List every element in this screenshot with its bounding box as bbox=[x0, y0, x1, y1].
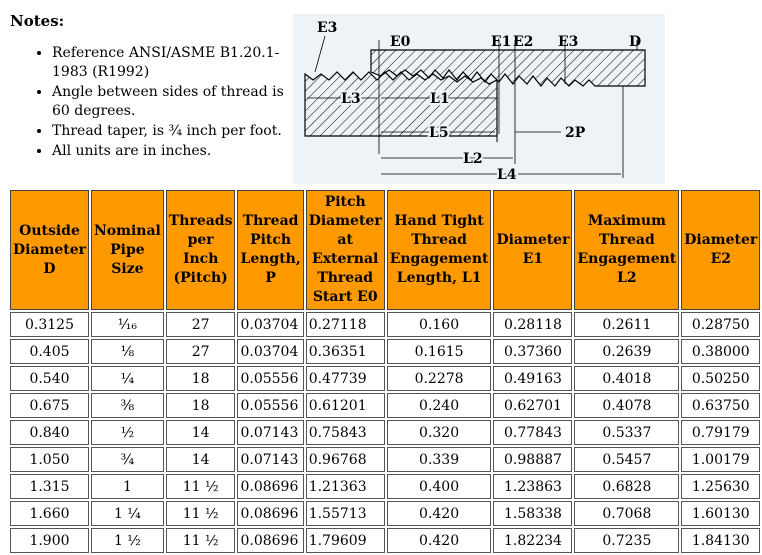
cell-pitch: 0.07143 bbox=[237, 447, 303, 472]
cell-threads-per-inch: 11 ½ bbox=[166, 528, 236, 553]
cell-l2: 0.6828 bbox=[574, 474, 679, 499]
table-row bbox=[10, 339, 760, 364]
cell-e1: 0.77843 bbox=[493, 420, 572, 445]
cell-l2: 0.2611 bbox=[574, 312, 679, 337]
note-item: • Reference ANSI/ASME B1.20.1-1983 (R1992) bbox=[52, 44, 300, 82]
thread-diagram-svg bbox=[293, 14, 665, 184]
cell-e2: 1.00179 bbox=[681, 447, 760, 472]
label-l5: L5 bbox=[429, 125, 449, 141]
cell-nominal-size: 1 bbox=[91, 474, 164, 499]
cell-l2: 0.5457 bbox=[574, 447, 679, 472]
thread-diagram bbox=[293, 14, 665, 184]
note-item: • Thread taper, is ¾ inch per foot. bbox=[52, 122, 300, 141]
table-row bbox=[10, 501, 760, 526]
table-row bbox=[10, 312, 760, 337]
cell-l1: 0.420 bbox=[387, 501, 492, 526]
cell-e2: 0.63750 bbox=[681, 393, 760, 418]
cell-e0: 0.75843 bbox=[306, 420, 385, 445]
cell-pitch: 0.08696 bbox=[237, 528, 303, 553]
label-2p: 2P bbox=[565, 125, 586, 141]
label-e1: E1 bbox=[491, 34, 512, 50]
label-l1: L1 bbox=[430, 91, 450, 107]
header-max-engagement-l2: Maximum Thread Engagement L2 bbox=[574, 190, 679, 310]
cell-l2: 0.2639 bbox=[574, 339, 679, 364]
cell-e0: 1.55713 bbox=[306, 501, 385, 526]
cell-threads-per-inch: 18 bbox=[166, 366, 236, 391]
cell-e1: 0.28118 bbox=[493, 312, 572, 337]
cell-e1: 1.58338 bbox=[493, 501, 572, 526]
cell-e0: 0.27118 bbox=[306, 312, 385, 337]
cell-outside-diameter: 0.675 bbox=[10, 393, 89, 418]
cell-l2: 0.7235 bbox=[574, 528, 679, 553]
external-thread-body bbox=[305, 72, 497, 136]
e3-left-pointer bbox=[315, 36, 325, 72]
cell-outside-diameter: 0.405 bbox=[10, 339, 89, 364]
cell-e2: 0.28750 bbox=[681, 312, 760, 337]
cell-pitch: 0.07143 bbox=[237, 420, 303, 445]
cell-e1: 1.82234 bbox=[493, 528, 572, 553]
cell-nominal-size: ½ bbox=[91, 420, 164, 445]
cell-e0: 1.79609 bbox=[306, 528, 385, 553]
label-e0: E0 bbox=[390, 34, 411, 50]
cell-outside-diameter: 0.840 bbox=[10, 420, 89, 445]
cell-e1: 0.37360 bbox=[493, 339, 572, 364]
cell-e2: 0.79179 bbox=[681, 420, 760, 445]
cell-nominal-size: 1 ¼ bbox=[91, 501, 164, 526]
cell-l1: 0.420 bbox=[387, 528, 492, 553]
cell-e2: 1.84130 bbox=[681, 528, 760, 553]
cell-e0: 0.96768 bbox=[306, 447, 385, 472]
label-d: D bbox=[629, 34, 642, 50]
cell-outside-diameter: 0.540 bbox=[10, 366, 89, 391]
notes-section bbox=[10, 12, 300, 162]
header-diameter-e2: Diameter E2 bbox=[681, 190, 760, 310]
cell-e2: 1.60130 bbox=[681, 501, 760, 526]
cell-l1: 0.240 bbox=[387, 393, 492, 418]
cell-threads-per-inch: 11 ½ bbox=[166, 501, 236, 526]
cell-outside-diameter: 1.050 bbox=[10, 447, 89, 472]
cell-l2: 0.4078 bbox=[574, 393, 679, 418]
cell-e1: 0.49163 bbox=[493, 366, 572, 391]
label-l3: L3 bbox=[341, 91, 361, 107]
cell-nominal-size: ¹⁄₁₆ bbox=[91, 312, 164, 337]
cell-l2: 0.4018 bbox=[574, 366, 679, 391]
cell-nominal-size: 1 ½ bbox=[91, 528, 164, 553]
cell-pitch: 0.03704 bbox=[237, 339, 303, 364]
cell-threads-per-inch: 27 bbox=[166, 339, 236, 364]
note-item: • All units are in inches. bbox=[52, 142, 300, 161]
notes-title: Notes: bbox=[10, 12, 65, 30]
cell-e0: 0.47739 bbox=[306, 366, 385, 391]
cell-nominal-size: ⅜ bbox=[91, 393, 164, 418]
cell-e2: 1.25630 bbox=[681, 474, 760, 499]
note-item: • Angle between sides of thread is 60 degrees. bbox=[52, 83, 300, 121]
table-row bbox=[10, 393, 760, 418]
cell-e1: 0.98887 bbox=[493, 447, 572, 472]
cell-l1: 0.2278 bbox=[387, 366, 492, 391]
cell-l1: 0.339 bbox=[387, 447, 492, 472]
cell-nominal-size: ⅛ bbox=[91, 339, 164, 364]
cell-e0: 0.36351 bbox=[306, 339, 385, 364]
label-l4: L4 bbox=[497, 167, 517, 183]
label-e3-left: E3 bbox=[317, 20, 338, 36]
cell-nominal-size: ¼ bbox=[91, 366, 164, 391]
cell-e1: 0.62701 bbox=[493, 393, 572, 418]
notes-list bbox=[10, 44, 300, 161]
cell-l2: 0.7068 bbox=[574, 501, 679, 526]
table-header-row bbox=[10, 190, 760, 310]
cell-e0: 1.21363 bbox=[306, 474, 385, 499]
header-diameter-e1: Diameter E1 bbox=[493, 190, 572, 310]
cell-outside-diameter: 1.660 bbox=[10, 501, 89, 526]
table-row bbox=[10, 366, 760, 391]
cell-e1: 1.23863 bbox=[493, 474, 572, 499]
header-threads-per-inch: Threads per Inch (Pitch) bbox=[166, 190, 236, 310]
cell-pitch: 0.03704 bbox=[237, 312, 303, 337]
header-nominal-pipe-size: Nominal Pipe Size bbox=[91, 190, 164, 310]
cell-threads-per-inch: 14 bbox=[166, 420, 236, 445]
label-l2: L2 bbox=[463, 151, 483, 167]
cell-e2: 0.50250 bbox=[681, 366, 760, 391]
cell-outside-diameter: 1.315 bbox=[10, 474, 89, 499]
header-pitch-diameter-e0: Pitch Diameter at External Thread Start E0 bbox=[306, 190, 385, 310]
label-e3-right: E3 bbox=[558, 34, 579, 50]
header-thread-pitch-length: Thread Pitch Length, P bbox=[237, 190, 303, 310]
pipe-thread-table bbox=[8, 188, 762, 555]
cell-l2: 0.5337 bbox=[574, 420, 679, 445]
table-row bbox=[10, 528, 760, 553]
cell-l1: 0.160 bbox=[387, 312, 492, 337]
cell-pitch: 0.05556 bbox=[237, 393, 303, 418]
cell-threads-per-inch: 18 bbox=[166, 393, 236, 418]
cell-e2: 0.38000 bbox=[681, 339, 760, 364]
cell-l1: 0.400 bbox=[387, 474, 492, 499]
table-row bbox=[10, 447, 760, 472]
header-outside-diameter: Outside Diameter D bbox=[10, 190, 89, 310]
cell-outside-diameter: 0.3125 bbox=[10, 312, 89, 337]
cell-pitch: 0.05556 bbox=[237, 366, 303, 391]
cell-l1: 0.320 bbox=[387, 420, 492, 445]
cell-pitch: 0.08696 bbox=[237, 501, 303, 526]
cell-threads-per-inch: 14 bbox=[166, 447, 236, 472]
cell-threads-per-inch: 27 bbox=[166, 312, 236, 337]
cell-threads-per-inch: 11 ½ bbox=[166, 474, 236, 499]
cell-pitch: 0.08696 bbox=[237, 474, 303, 499]
cell-nominal-size: ¾ bbox=[91, 447, 164, 472]
header-hand-tight-l1: Hand Tight Thread Engagement Length, L1 bbox=[387, 190, 492, 310]
cell-e0: 0.61201 bbox=[306, 393, 385, 418]
table-row bbox=[10, 420, 760, 445]
label-e2: E2 bbox=[513, 34, 534, 50]
cell-outside-diameter: 1.900 bbox=[10, 528, 89, 553]
cell-l1: 0.1615 bbox=[387, 339, 492, 364]
table-row bbox=[10, 474, 760, 499]
